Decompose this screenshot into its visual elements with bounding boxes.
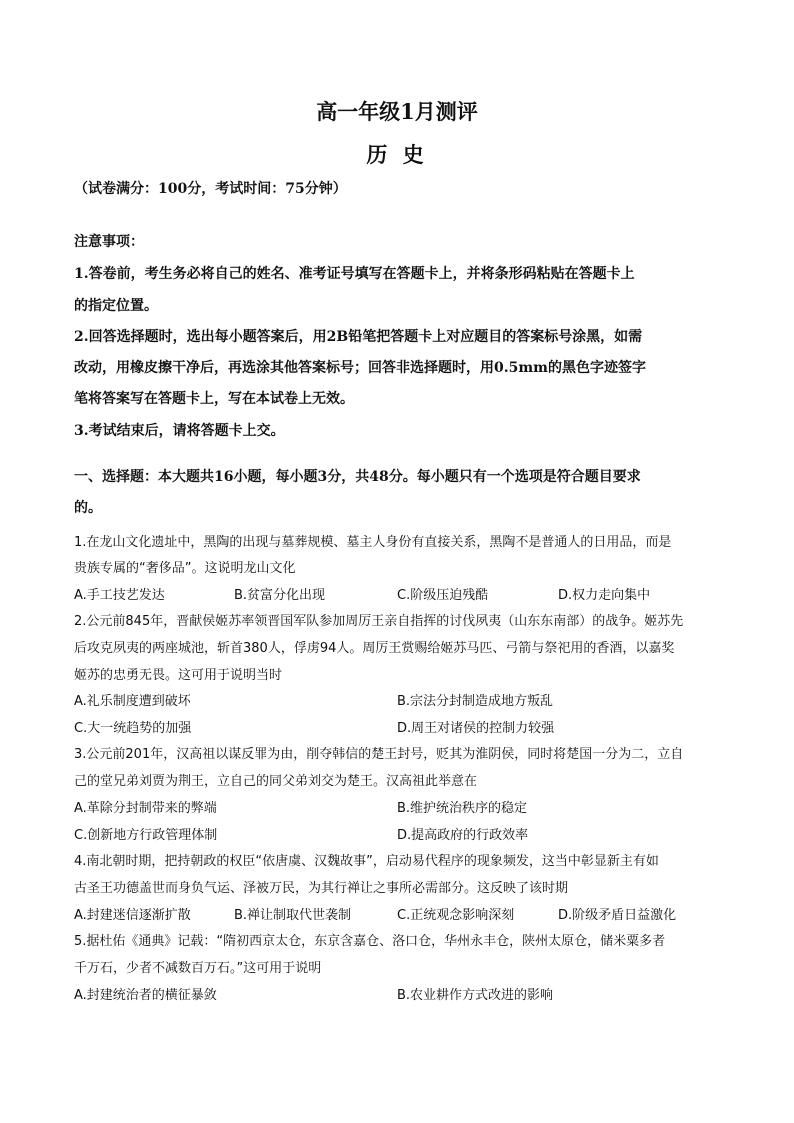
notes-line: 的指定位置。 — [74, 298, 158, 314]
question-5-stem: 5.据杜佑《通典》记载：“隋初西京太仓，东京含嘉仓、洛口仓，华州永丰仓，陕州太原仓，储米粟多者 — [74, 934, 666, 949]
question-3-stem: 3.公元前201年，汉高祖以谋反罪为由，削夺韩信的楚王封号，贬其为淮阴侯，同时将楚国一分为二，立自 — [74, 747, 684, 762]
question-4-option-d: D.阶级矛盾日益激化 — [558, 908, 677, 923]
question-1-option-d: D.权力走向集中 — [558, 588, 651, 603]
subject-title: 历 史 — [366, 142, 428, 167]
question-3-option-b: B.维护统治秩序的稳定 — [397, 801, 528, 816]
notes-heading: 注意事项： — [74, 234, 144, 250]
question-3-option-c: C.创新地方行政管理体制 — [74, 828, 218, 843]
exam-info: （试卷满分：100分，考试时间：75分钟） — [74, 181, 347, 197]
question-3-option-a: A.革除分封制带来的弊端 — [74, 801, 217, 816]
question-4-stem: 古圣王功德盖世而身负气运、泽被万民，为其行禅让之事所必需部分。这反映了该时期 — [74, 881, 569, 896]
question-2-option-c: C.大一统趋势的加强 — [74, 721, 192, 736]
question-3-stem: 己的堂兄弟刘贾为荆王，立自己的同父弟刘交为楚王。汉高祖此举意在 — [74, 774, 478, 789]
section-heading: 一、选择题：本大题共16小题，每小题3分，共48分。每小题只有一个选项是符合题目要求 — [74, 469, 641, 485]
notes-line: 改动，用橡皮擦干净后，再选涂其他答案标号；回答非选择题时，用0.5mm的黑色字迹签字 — [74, 360, 646, 376]
notes-line: 3.考试结束后，请将答题卡上交。 — [74, 423, 285, 439]
question-4-stem: 4.南北朝时期，把持朝政的权臣“依唐虞、汉魏故事”，启动易代程序的现象频发，这当中彰显新主有如 — [74, 854, 659, 869]
question-5-option-a: A.封建统治者的横征暴敛 — [74, 988, 217, 1003]
question-1-stem: 1.在龙山文化遗址中，黑陶的出现与墓葬规模、墓主人身份有直接关系，黑陶不是普通人的日用品，而是 — [74, 535, 672, 550]
question-4-option-b: B.禅让制取代世袭制 — [234, 908, 352, 923]
question-2-stem: 后攻克夙夷的两座城池，斩首380人，俘虏94人。周厉王赏赐给姬苏马匹、弓箭与祭祀用的香酒，以嘉奖 — [74, 641, 675, 656]
question-4-option-c: C.正统观念影响深刻 — [397, 908, 515, 923]
question-2-option-d: D.周王对诸侯的控制力较强 — [397, 721, 555, 736]
exam-title: 高一年级1月测评 — [316, 99, 478, 124]
notes-line: 1.答卷前，考生务必将自己的姓名、准考证号填写在答题卡上，并将条形码粘贴在答题卡上 — [74, 266, 635, 282]
question-2-option-a: A.礼乐制度遭到破坏 — [74, 694, 191, 709]
question-1-option-b: B.贫富分化出现 — [234, 588, 326, 603]
question-1-stem: 贵族专属的“奢侈品”。这说明龙山文化 — [74, 561, 296, 576]
notes-line: 笔将答案写在答题卡上，写在本试卷上无效。 — [74, 391, 354, 407]
question-2-option-b: B.宗法分封制造成地方叛乱 — [397, 694, 554, 709]
question-2-stem: 2.公元前845年，晋献侯姬苏率领晋国军队参加周厉王亲自指挥的讨伐夙夷（山东东南部）的战争。姬苏先 — [74, 614, 684, 629]
question-1-option-c: C.阶级压迫残酷 — [397, 588, 489, 603]
notes-line: 2.回答选择题时，选出每小题答案后，用2B铅笔把答题卡上对应题目的答案标号涂黑，如需 — [74, 329, 643, 345]
question-2-stem: 姬苏的忠勇无畏。这可用于说明当时 — [74, 668, 283, 683]
question-4-option-a: A.封建迷信逐渐扩散 — [74, 908, 191, 923]
question-5-stem: 千万石，少者不减数百万石。”这可用于说明 — [74, 961, 322, 976]
question-1-option-a: A.手工技艺发达 — [74, 588, 165, 603]
question-5-option-b: B.农业耕作方式改进的影响 — [397, 988, 554, 1003]
section-heading: 的。 — [74, 500, 102, 516]
question-3-option-d: D.提高政府的行政效率 — [397, 828, 529, 843]
